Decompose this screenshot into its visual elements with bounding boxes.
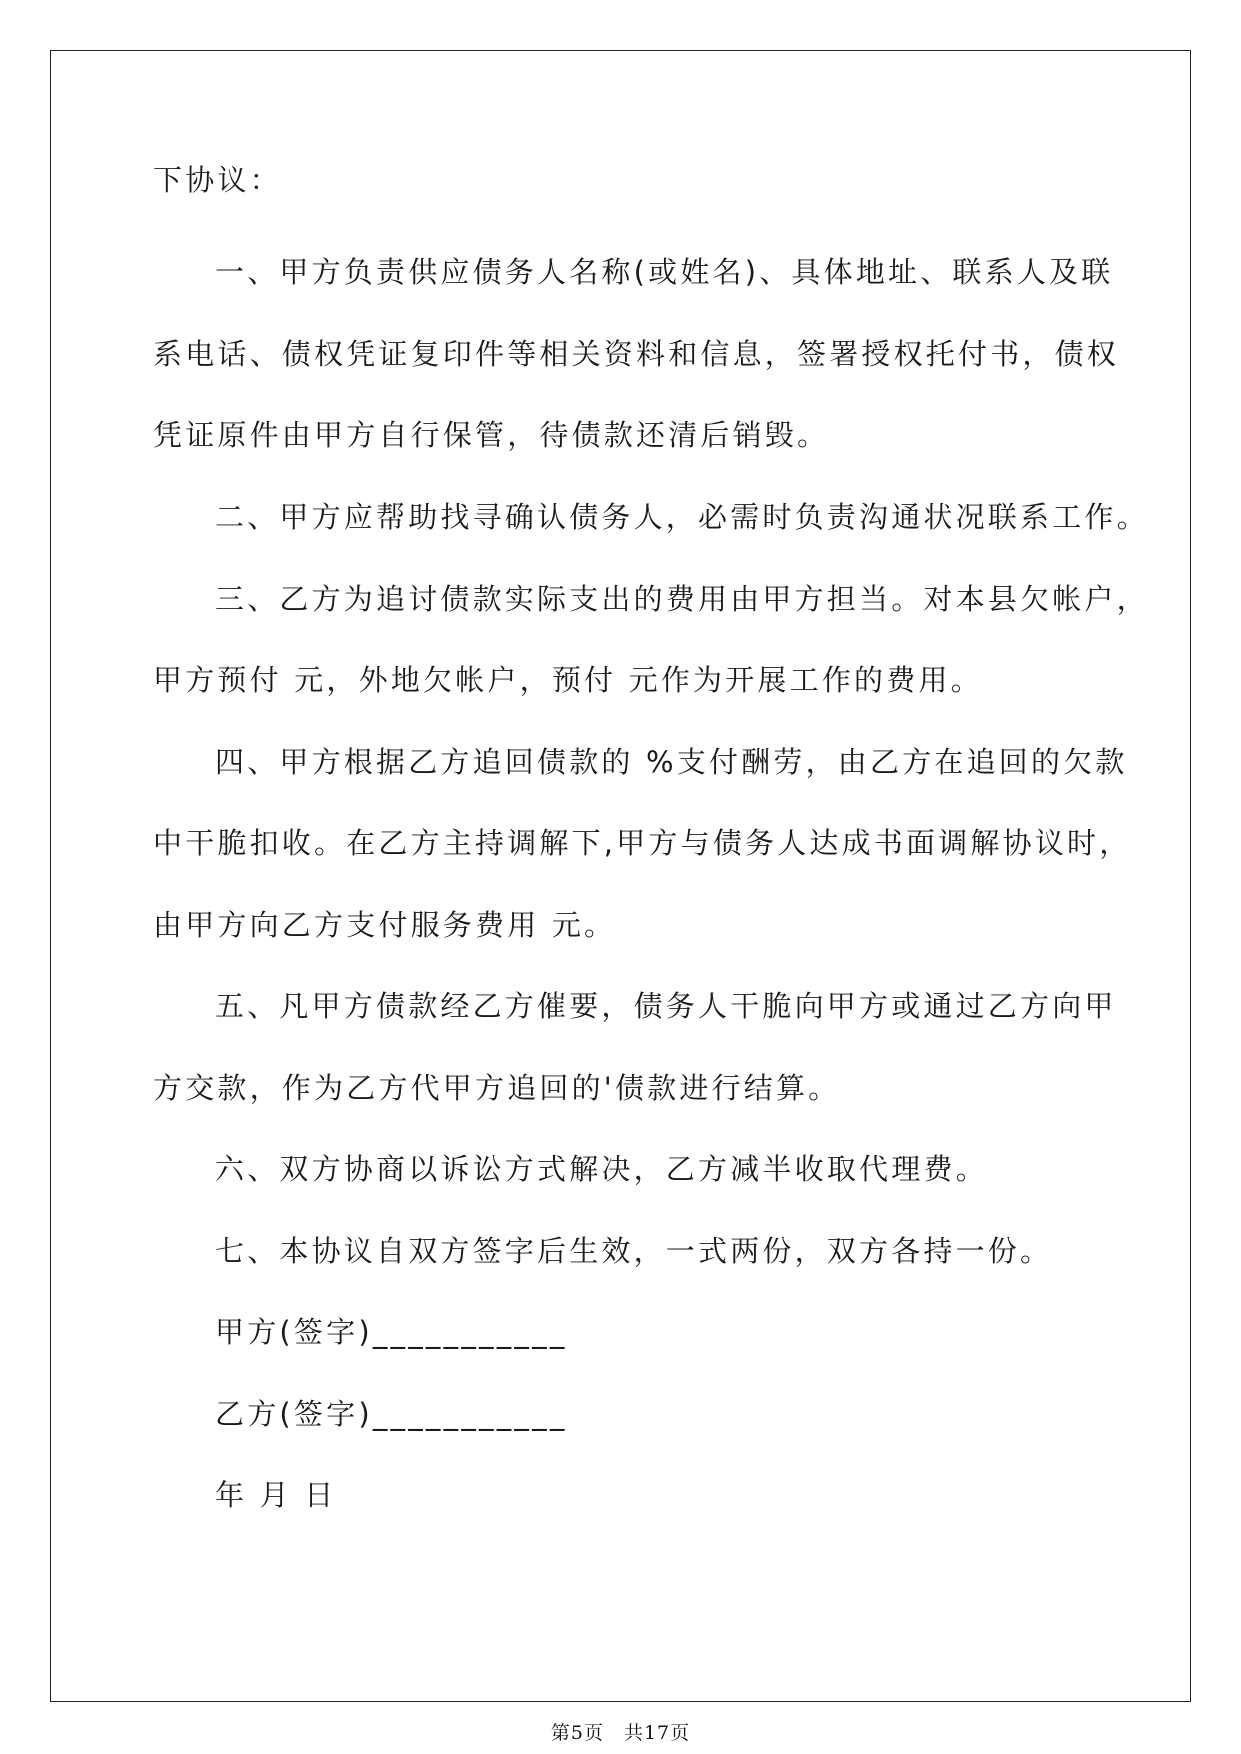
text-line-clause-4-cont: 由甲方向乙方支付服务费用 元。 [153, 908, 617, 942]
text-line-clause-1-cont: 凭证原件由甲方自行保管，待债款还清后销毁。 [153, 418, 830, 452]
text-line-clause-5-cont: 方交款，作为乙方代甲方追回的'债款进行结算。 [153, 1071, 841, 1105]
text-line-clause-5: 五、凡甲方债款经乙方催要，债务人干脆向甲方或通过乙方向甲 [215, 989, 1117, 1023]
text-line-clause-6: 六、双方协商以诉讼方式解决，乙方减半收取代理费。 [215, 1152, 988, 1186]
signature-line-party-b: 乙方(签字)___________ [215, 1397, 568, 1431]
signature-line-party-a: 甲方(签字)___________ [215, 1315, 568, 1349]
text-line-clause-1-cont: 系电话、债权凭证复印件等相关资料和信息，签署授权托付书，债权 [153, 337, 1120, 371]
text-line-clause-3: 三、乙方为追讨债款实际支出的费用由甲方担当。对本县欠帐户， [215, 582, 1149, 616]
page-number-footer: 第5页 共17页 [550, 1722, 691, 1744]
text-line-preamble-end: 下协议： [153, 163, 282, 197]
text-line-clause-4: 四、甲方根据乙方追回债款的 %支付酬劳，由乙方在追回的欠款 [215, 745, 1128, 779]
text-line-clause-7: 七、本协议自双方签字后生效，一式两份，双方各持一份。 [215, 1234, 1053, 1268]
text-line-clause-2: 二、甲方应帮助找寻确认债务人，必需时负责沟通状况联系工作。 [215, 500, 1149, 534]
text-line-clause-1: 一、甲方负责供应债务人名称(或姓名)、具体地址、联系人及联 [215, 255, 1114, 289]
page-border [50, 50, 1191, 1702]
text-line-clause-4-cont: 中干脆扣收。在乙方主持调解下,甲方与债务人达成书面调解协议时， [153, 826, 1132, 860]
date-line: 年 月 日 [215, 1478, 337, 1512]
text-line-clause-3-cont: 甲方预付 元，外地欠帐户，预付 元作为开展工作的费用。 [153, 663, 983, 697]
